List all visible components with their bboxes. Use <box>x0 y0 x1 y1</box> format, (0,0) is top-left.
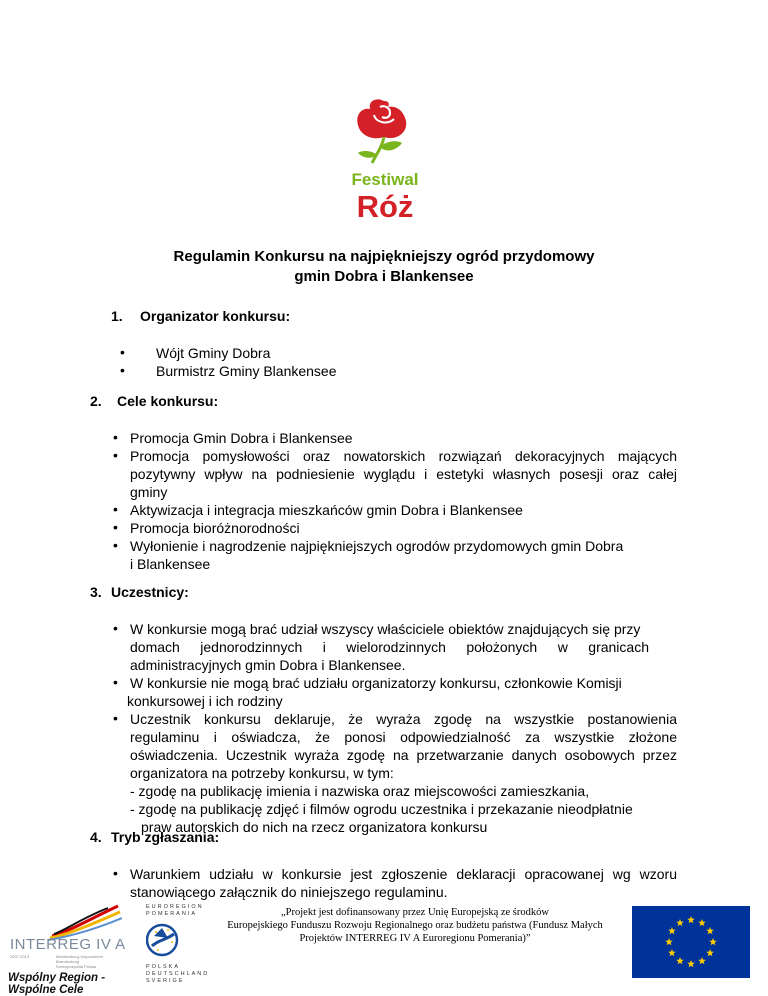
footer-text-line2: Europejskiego Funduszu Rozwoju Regionalnego oraz budżetu państwa (Fundusz Małych <box>227 920 603 931</box>
section-2-item: Promocja Gmin Dobra i Blankensee <box>130 430 353 446</box>
section-3-item-cont: domach jednorodzinnych i wielorodzinnych położonych w granicach <box>130 639 649 655</box>
logo-roz-text: Róż <box>356 189 414 224</box>
section-3-item: Uczestnik konkursu deklaruje, że wyraża zgodę na wszystkie postanowienia <box>130 711 677 727</box>
document-title-line2: gmin Dobra i Blankensee <box>294 268 474 285</box>
bullet-icon: • <box>113 710 118 726</box>
section-3-item-cont: konkursowej i ich rodziny <box>127 693 283 709</box>
section-4-number: 4. <box>90 829 102 845</box>
polska-label: POLSKA <box>146 964 181 970</box>
section-2-item: Wyłonienie i nagrodzenie najpiękniejszych ogrodów przydomowych gmin Dobra <box>130 538 624 554</box>
section-3-heading: Uczestnicy: <box>111 584 189 600</box>
bullet-icon: • <box>113 620 118 636</box>
bullet-icon: • <box>120 362 125 378</box>
document-title-line1: Regulamin Konkursu na najpiękniejszy ogród przydomowy <box>173 248 595 265</box>
section-4-item: Warunkiem udziału w konkursie jest zgłoszenie deklaracji opracowanej wg wzoru <box>130 866 677 882</box>
sverige-label: SVERIGE <box>146 978 185 984</box>
section-3-item-cont: oświadczenia. Uczestnik wyraża zgodę na przetwarzanie danych osobowych przez <box>130 747 677 763</box>
section-2-number: 2. <box>90 393 102 409</box>
logo-festiwal-text: Festiwal <box>351 170 419 189</box>
euroregion-label: EUROREGION <box>146 904 204 910</box>
section-3-item-cont: - zgodę na publikację zdjęć i filmów ogrodu uczestnika i przekazanie nieodpłatnie <box>130 801 633 817</box>
bullet-icon: • <box>113 537 118 553</box>
pomerania-label: POMERANIA <box>146 911 198 917</box>
bullet-icon: • <box>113 429 118 445</box>
section-1-item: Burmistrz Gminy Blankensee <box>156 363 337 379</box>
section-3-item: W konkursie mogą brać udział wszyscy właściciele obiektów znajdujących się przy <box>130 621 641 637</box>
bullet-icon: • <box>113 501 118 517</box>
interreg-region-3: Rzeczpospolita Polska <box>56 964 97 969</box>
section-1-heading: Organizator konkursu: <box>140 308 291 324</box>
interreg-region-1: Mecklenburg-Vorpommern <box>56 954 104 959</box>
interreg-slogan: Wspólny Region - Wspólne Cele <box>8 972 106 996</box>
section-1-item: Wójt Gminy Dobra <box>156 345 271 361</box>
bullet-icon: • <box>120 344 125 360</box>
rose-icon <box>357 99 406 163</box>
bullet-icon: • <box>113 674 118 690</box>
pomerania-emblem-icon <box>146 920 180 960</box>
interreg-text: INTERREG IV A <box>10 936 126 953</box>
section-1-number: 1. <box>111 308 123 324</box>
section-3-item-cont: praw autorskich do nich na rzecz organizatora konkursu <box>141 819 488 835</box>
interreg-logo <box>8 900 138 996</box>
footer-funding-text <box>200 906 630 945</box>
section-3-item-cont: administracyjnych gmin Dobra i Blankensee. <box>130 657 406 673</box>
eu-flag-icon <box>632 906 750 978</box>
section-3-item-cont: - zgodę na publikację imienia i nazwiska oraz miejscowości zamieszkania, <box>130 783 590 799</box>
footer-text-line1: „Projekt jest dofinansowany przez Unię Europejską ze środków <box>281 907 549 918</box>
section-2-item-cont: gminy <box>130 484 168 500</box>
deutschland-label: DEUTSCHLAND <box>146 971 210 977</box>
section-3-item: W konkursie nie mogą brać udziału organizatorzy konkursu, członkowie Komisji <box>130 675 622 691</box>
section-4-item-cont: stanowiącego załącznik do niniejszego regulaminu. <box>130 884 448 900</box>
section-4-heading: Tryb zgłaszania: <box>111 829 220 845</box>
section-2-item: Aktywizacja i integracja mieszkańców gmin Dobra i Blankensee <box>130 502 523 518</box>
interreg-years: 2007-2013 <box>10 954 30 959</box>
section-2-heading: Cele konkursu: <box>117 393 219 409</box>
footer-text-line3: Projektów INTERREG IV A Euroregionu Pomerania)” <box>299 933 531 944</box>
interreg-region-2: Brandenburg <box>56 959 80 964</box>
bullet-icon: • <box>113 519 118 535</box>
section-3-number: 3. <box>90 584 102 600</box>
bullet-icon: • <box>113 447 118 463</box>
section-2-item: Promocja pomysłowości oraz nowatorskich rozwiązań dekoracyjnych mających <box>130 448 677 464</box>
section-2-item-cont: pozytywny wpływ na podniesienie wyglądu i estetyki własnych posesji oraz całej <box>130 466 677 482</box>
euroregion-pomerania-logo <box>144 902 210 990</box>
section-2-item-cont: i Blankensee <box>130 556 211 572</box>
festiwal-roz-logo <box>340 95 430 225</box>
section-3-item-cont: regulaminu i oświadcza, że ponosi odpowiedzialność za wszystkie złożone <box>130 729 677 745</box>
section-3-item-cont: organizatora na potrzeby konkursu, w tym: <box>130 765 394 781</box>
bullet-icon: • <box>113 865 118 881</box>
section-2-item: Promocja bioróżnorodności <box>130 520 300 536</box>
